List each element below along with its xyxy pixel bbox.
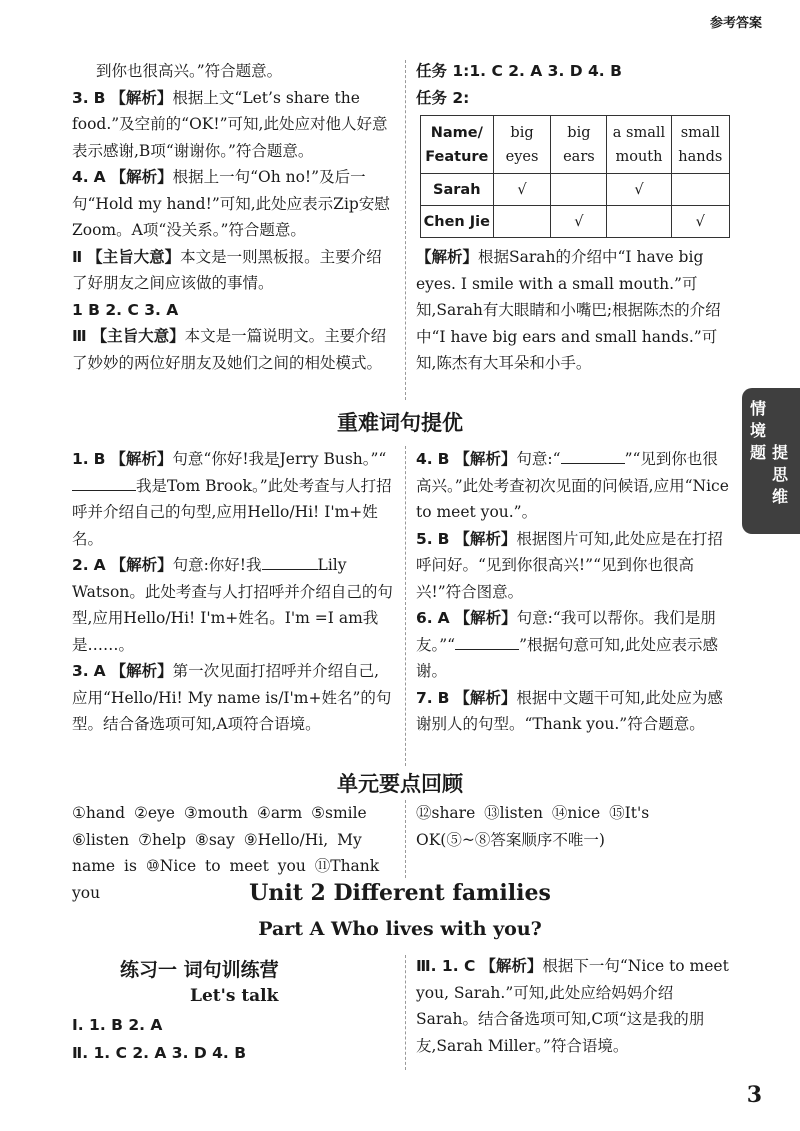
continued-text: 到你也很高兴。”符合题意。 bbox=[96, 62, 283, 80]
side-tab bbox=[742, 388, 800, 534]
answer-item: Ⅲ. 1. C 【解析】根据下一句“Nice to meet you, Sarah.”可知,此处应给妈妈介绍Sarah。结合备选项可知,C项“这是我的朋友,Sarah Miller。”符合语境。 bbox=[416, 957, 729, 1055]
header-label: 参考答案 bbox=[709, 16, 762, 31]
table-cell bbox=[671, 174, 729, 206]
review-left: ①hand ②eye ③mouth ④arm ⑤smile ⑥listen ⑦help ⑧say ⑨Hello/Hi, My name is ⑩Nice to meet you ⑪Thank you bbox=[72, 804, 380, 902]
answer-item: 4. A 【解析】根据上一句“Oh no!”及后一句“Hold my hand!”可知,此处应表示Zip安慰Zoom。A项“没关系。”符合题意。 bbox=[72, 168, 390, 239]
table-header-cell: Name/ Feature bbox=[421, 116, 494, 174]
section1-left-column bbox=[72, 446, 394, 738]
analysis-text: 【解析】根据Sarah的介绍中“I have big eyes. I smile with a small mouth.”可知,Sarah有大眼睛和小嘴巴;根据陈杰的介绍中“I have big ears and small hands.”可知,陈杰有大耳朵和小手。 bbox=[416, 248, 721, 372]
table-cell: √ bbox=[671, 206, 729, 238]
answers-line: Ⅰ. 1. B 2. A bbox=[72, 1016, 163, 1034]
task1-answers: 任务 1:1. C 2. A 3. D 4. B bbox=[416, 62, 622, 80]
page-number: 3 bbox=[746, 1082, 762, 1108]
answers-line: 1 B 2. C 3. A bbox=[72, 300, 179, 319]
answer-item: 4. B 【解析】句意:“ ”“见到你也很高兴。”此处考查初次见面的问候语,应用“Nice to meet you.”。 bbox=[416, 450, 729, 521]
review-right: ⑫share ⑬listen ⑭nice ⑮It's OK(⑤~⑧答案顺序不唯一) bbox=[416, 804, 650, 849]
table-cell: √ bbox=[551, 206, 607, 238]
table-header-cell: big eyes bbox=[493, 116, 551, 174]
left-top-column bbox=[72, 58, 394, 376]
side-tab-char: 情 bbox=[750, 399, 767, 418]
answer-item: 2. A 【解析】句意:你好!我 Lily Watson。此处考查与人打招呼并介绍自己的句型,应用Hello/Hi! I'm+姓名。I'm =I am我是……。 bbox=[72, 556, 393, 654]
fill-blank bbox=[561, 449, 625, 464]
answer-item: 3. A 【解析】第一次见面打招呼并介绍自己,应用“Hello/Hi! My name is/I'm+姓名”的句型。结合备选项可知,A项符合语境。 bbox=[72, 662, 392, 733]
table-cell bbox=[493, 206, 551, 238]
side-tab-char: 提 bbox=[772, 443, 789, 462]
feature-table bbox=[420, 115, 730, 238]
top-strip bbox=[0, 0, 800, 8]
column-divider bbox=[405, 446, 407, 766]
answer-item: 1. B 【解析】句意“你好!我是Jerry Bush。”“我是Tom Brook。”此处考查与人打招呼并介绍自己的句型,应用Hello/Hi! I'm+姓名。 bbox=[72, 450, 392, 548]
section1-right-column bbox=[416, 446, 732, 738]
main-idea-item: Ⅲ 【主旨大意】本文是一篇说明文。主要介绍了妙妙的两位好朋友及她们之间的相处模式。 bbox=[72, 327, 387, 372]
column-divider bbox=[405, 800, 407, 878]
answer-item: 5. B 【解析】根据图片可知,此处应是在打招呼问好。“见到你很高兴!”“见到你也很高兴!”符合图意。 bbox=[416, 529, 723, 601]
table-cell: √ bbox=[493, 174, 551, 206]
practice-title: 练习一 词句训练营 bbox=[120, 959, 279, 981]
unit-right-column bbox=[416, 953, 732, 1059]
right-top-column bbox=[416, 58, 732, 377]
answer-item: 6. A 【解析】句意:“我可以帮你。我们是朋友。”“ ”根据句意可知,此处应表示感谢。 bbox=[416, 609, 718, 680]
table-cell bbox=[551, 174, 607, 206]
answers-line: Ⅱ. 1. C 2. A 3. D 4. B bbox=[72, 1044, 247, 1062]
unit-title: Unit 2 Different families bbox=[249, 880, 551, 906]
part-title: Part A Who lives with you? bbox=[258, 918, 542, 940]
side-tab-char: 维 bbox=[772, 487, 789, 506]
table-cell bbox=[607, 206, 671, 238]
table-row-name: Chen Jie bbox=[421, 206, 494, 238]
lets-talk-title: Let's talk bbox=[190, 986, 279, 1006]
table-header-cell: a small mouth bbox=[607, 116, 671, 174]
side-tab-char: 境 bbox=[750, 421, 767, 440]
answer-item: 3. B 【解析】根据上文“Let’s share the food.”及空前的“OK!”可知,此处应对他人好意表示感谢,B项“谢谢你。”符合题意。 bbox=[72, 88, 388, 160]
column-divider bbox=[405, 955, 407, 1070]
side-tab-char: 思 bbox=[772, 465, 789, 484]
table-row-name: Sarah bbox=[421, 174, 494, 206]
main-idea-item: Ⅱ 【主旨大意】本文是一则黑板报。主要介绍了好朋友之间应该做的事情。 bbox=[72, 247, 382, 292]
table-header-cell: small hands bbox=[671, 116, 729, 174]
answer-item: 7. B 【解析】根据中文题干可知,此处应为感谢别人的句型。“Thank you.”符合题意。 bbox=[416, 688, 723, 733]
section-title: 单元要点回顾 bbox=[337, 772, 463, 796]
task2-label: 任务 2: bbox=[416, 88, 470, 107]
column-divider bbox=[405, 60, 407, 400]
table-cell: √ bbox=[607, 174, 671, 206]
fill-blank bbox=[455, 635, 519, 650]
fill-blank bbox=[72, 476, 136, 491]
table-header-cell: big ears bbox=[551, 116, 607, 174]
side-tab-char: 题 bbox=[750, 443, 767, 462]
section-title: 重难词句提优 bbox=[337, 411, 463, 435]
fill-blank bbox=[262, 555, 318, 570]
